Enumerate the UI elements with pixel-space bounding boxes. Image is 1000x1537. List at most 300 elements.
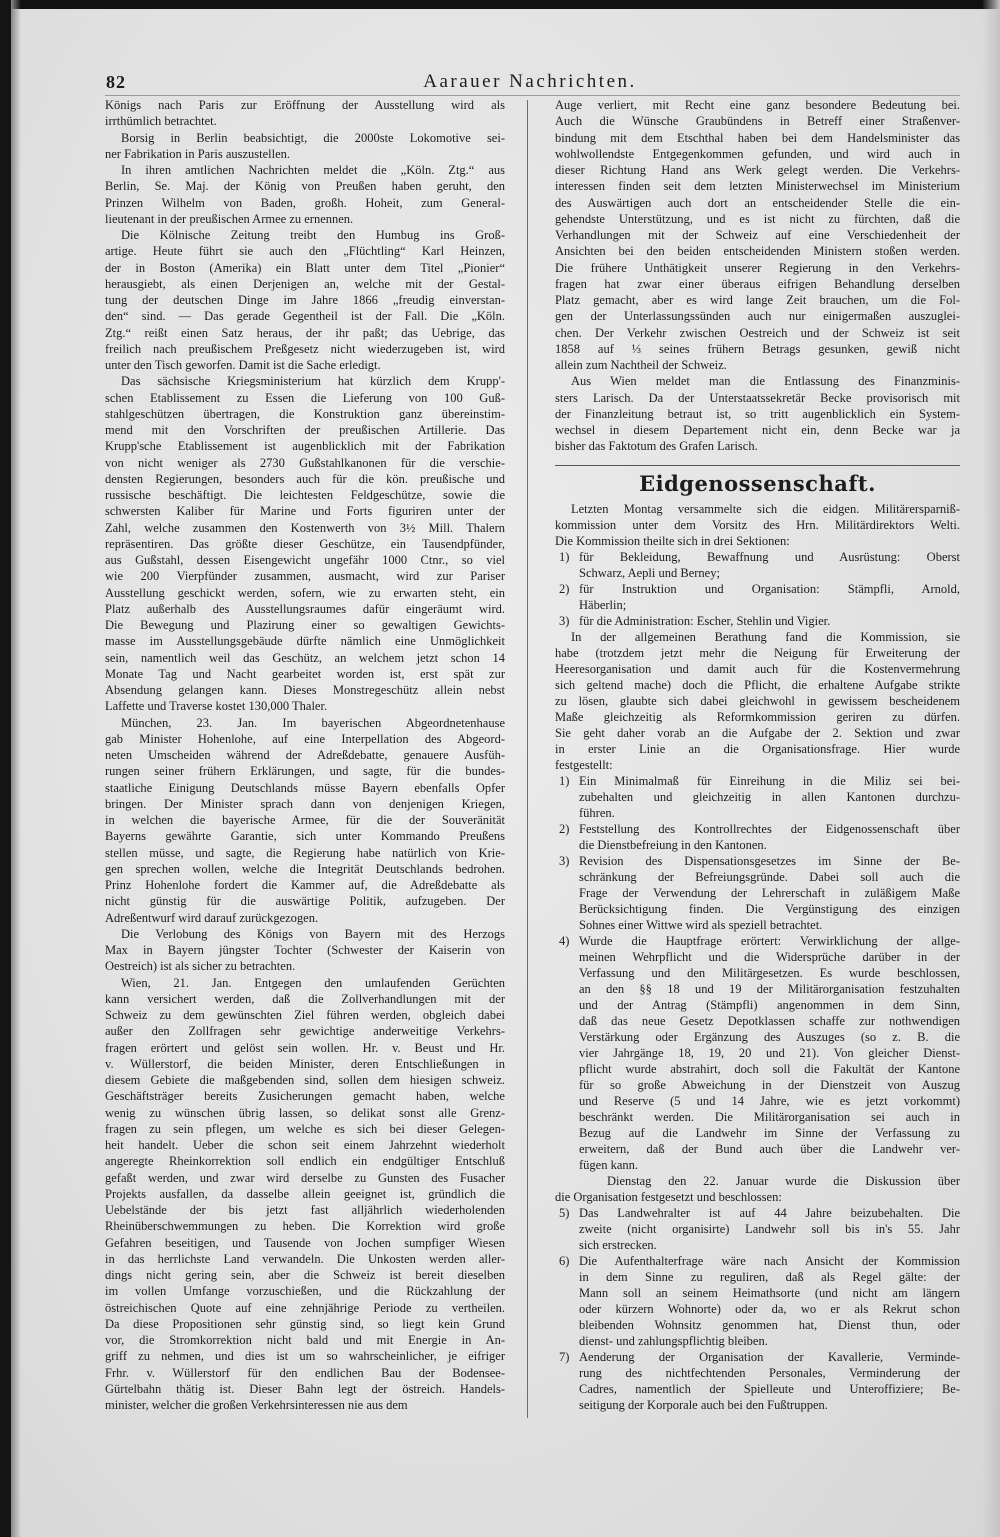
line-text: Die Bewegung und Plazirung einer so gewaltigen Gewichts- [105, 618, 505, 632]
line-text: heit handelt. Ueber die schon seit einem Jahrzehnt wiederholt [105, 1138, 505, 1152]
text-line [105, 1153, 505, 1169]
text-line [105, 1235, 505, 1251]
text-line [555, 406, 960, 422]
text-line [555, 949, 960, 965]
text-line [555, 146, 960, 162]
line-text: chen. Der Verkehr zwischen Oestreich und der Schweiz ist seit [555, 325, 960, 340]
text-line [105, 455, 505, 471]
line-text: nicht günstig für die auswärtige Politik, aufzugeben. Der [105, 894, 505, 909]
text-line [105, 162, 505, 178]
line-text: der in Boston (Amerika) ein Blatt unter dem Titel „Pionier“ [105, 260, 505, 275]
line-text: führen. [579, 806, 615, 820]
line-text: Dienstag den 22. Januar wurde die Diskussion über [607, 1174, 960, 1188]
line-text: Maße gleichzeitig als Reformkommission geriren zu dürfen. [555, 710, 960, 724]
text-line [555, 1141, 960, 1157]
text-line [555, 1157, 960, 1173]
line-text: In ihren amtlichen Nachrichten meldet die „Köln. Ztg.“ aus [121, 163, 505, 177]
text-line [555, 341, 960, 357]
line-text: seitigung der Korporale auch bei den Fußtruppen. [579, 1398, 828, 1412]
line-text: kommission unter dem Vorsitz des Hrn. Militärdirektors Welti. [555, 518, 960, 532]
list-number: 4) [559, 934, 570, 948]
paragraph [555, 629, 960, 773]
list-item [555, 853, 960, 933]
line-text: pflicht wurde abstrahirt, doch soll die Fakultät der Kantone [579, 1062, 960, 1076]
line-text: wenig zu wünschen übrig lassen, so delikat sonst alle Grenz- [105, 1105, 505, 1120]
line-text: Sohnes einer Wittwe wird als speziell betrachtet. [579, 918, 823, 932]
text-line [105, 292, 505, 308]
column-divider [527, 100, 528, 1418]
text-line [555, 162, 960, 178]
list-item [555, 1349, 960, 1413]
line-text: zweite (nicht organisirte) Landwehr soll bis in's 55. Jahr [579, 1222, 960, 1236]
line-text: diesem Gebiete die maßgebenden sind, sollen dem hiesigen schweiz. [105, 1073, 505, 1087]
line-text: festgestellt: [555, 758, 613, 772]
text-line [555, 1045, 960, 1061]
text-line [555, 725, 960, 741]
list-item [555, 1253, 960, 1349]
line-text: kann versichert werden, daß die Zollverhandlungen mit der [105, 991, 505, 1006]
right-column-top [555, 97, 960, 455]
text-line [555, 1301, 960, 1317]
text-line [105, 1300, 505, 1316]
line-text: Frage der Verwendung der Lehrerschaft in zuläßigem Maße [579, 886, 960, 900]
text-line [105, 325, 505, 341]
text-line [105, 357, 505, 373]
text-line [105, 1186, 505, 1202]
line-text: fügen kann. [579, 1158, 639, 1172]
text-line [105, 682, 505, 698]
line-text: minister, welcher die großen Verkehrsinteressen nie aus dem [105, 1398, 408, 1412]
paragraph [555, 373, 960, 454]
line-text: Bayerns gewährte Garantie, sich unter Kommando Preußens [105, 829, 505, 844]
text-line [555, 869, 960, 885]
text-line [555, 533, 960, 549]
line-text: schen Etablissement zu Essen die Lieferung von 100 Guß- [105, 390, 505, 405]
line-text: Berlin, Se. Maj. der König von Preußen haben geruht, den [105, 179, 505, 194]
line-text: repräsentiren. Das größte dieser Geschütze, ein Tausendpfünder, [105, 536, 505, 551]
text-line [105, 308, 505, 324]
line-text: beschränkt werden. Die Militärorganisation sei auch in [579, 1110, 960, 1124]
line-text: Das Landwehralter ist auf 44 Jahre beizubehalten. Die [579, 1206, 960, 1220]
paragraph [555, 501, 960, 549]
text-line [555, 1013, 960, 1029]
line-text: Gürtelbahn thätig ist. Dieser Bahn legt der östreich. Handels- [105, 1381, 505, 1396]
text-line [105, 422, 505, 438]
line-text: für die Administration: Escher, Stehlin und Vigier. [579, 614, 831, 628]
text-line [105, 471, 505, 487]
line-text: Laffette und Traverse kostet 130,000 Thaler. [105, 699, 328, 714]
text-line [105, 1251, 505, 1267]
list-number: 7) [559, 1350, 570, 1364]
line-text: mend mit den Vorschriften der preußischen Artillerie. Das [105, 423, 505, 437]
line-text: Aenderung der Organisation der Kavallerie, Verminde- [579, 1350, 960, 1364]
text-line [105, 1316, 505, 1332]
text-line [105, 698, 505, 714]
line-text: Ztg.“ reißt einen Satz heraus, der ihr paßt; das Uebrige, das [105, 325, 505, 340]
text-line [105, 211, 505, 227]
text-line [105, 552, 505, 568]
text-line [105, 926, 505, 942]
line-text: Häberlin; [579, 598, 627, 612]
text-line [105, 715, 505, 731]
paragraph [105, 715, 505, 926]
line-text: sich geltend mache) doch die Pflicht, die erhaltene Aufgabe strikte [555, 678, 960, 692]
line-text: wie 200 Vierpfünder zusammen, ausmacht, wird zur Pariser [105, 569, 505, 584]
text-line [555, 981, 960, 997]
text-line [555, 243, 960, 259]
paragraph [105, 130, 505, 163]
line-text: zu lösen, glaubte sich dabei gleichwohl in gewissem bescheidenem [555, 694, 960, 708]
text-line [555, 741, 960, 757]
line-text: den“ sind. — Das gerade Gegentheil ist der Fall. Die „Köln. [105, 309, 505, 324]
line-text: die Dienstbefreiung in den Kantonen. [579, 838, 767, 852]
line-text: rungen seiner frühern Erklärungen, und sagte, für die bundes- [105, 764, 505, 779]
text-line [555, 597, 960, 613]
header-rule [105, 95, 960, 96]
text-line [555, 517, 960, 533]
line-text: Ausstellung geschickt werden, sofern, wie zu erwarten steht, ein [105, 585, 505, 600]
text-line [555, 853, 960, 869]
list-item [555, 773, 960, 821]
line-text: wechsel in diesem Departement nicht ein, denn Becke war ja [555, 423, 960, 437]
line-text: Die Kommission theilte sich in drei Sektionen: [555, 534, 790, 548]
line-text: Königs nach Paris zur Eröffnung der Ausstellung wird als [105, 98, 505, 112]
text-line [105, 195, 505, 211]
list-number: 3) [559, 614, 570, 628]
list-number: 1) [559, 774, 570, 788]
line-text: des Auswärtigen auch dort an entscheidender Stelle die ein- [555, 195, 960, 210]
scan-border-left [0, 0, 11, 1537]
text-line [555, 1349, 960, 1365]
text-line [555, 965, 960, 981]
line-text: griff zu nehmen, und dies ist um so wahrscheinlicher, je eifriger [105, 1349, 505, 1364]
text-line [105, 861, 505, 877]
scan-border-top [0, 0, 1000, 9]
line-text: Sie geht daher vorab an die Aufgabe der 2. Sektion und zwar [555, 726, 960, 740]
paragraph [105, 227, 505, 373]
line-text: herausgiebt, als einen Derjenigen an, welche mit der Gestal- [105, 276, 505, 291]
line-text: stahlgeschützen übertragen, die Konstruktion ganz übereinstim- [105, 406, 505, 421]
line-text: wohlwollendste Entgegenkommen gefunden, und wird auch in [555, 146, 960, 161]
text-line [555, 1189, 960, 1205]
line-text: stellen müsse, und sagte, die Regierung habe natürlich von Krie- [105, 845, 505, 860]
text-line [555, 357, 960, 373]
line-text: Schweiz zu dem gewünschten Ziel führen werden, obgleich dabei [105, 1008, 505, 1022]
text-line [555, 438, 960, 454]
paragraph [105, 975, 505, 1414]
list-item [555, 549, 960, 581]
text-line [555, 373, 960, 389]
line-text: in erster Linie an die Organisationsfrage. Hier wurde [555, 742, 960, 756]
line-text: Die Verlobung des Königs von Bayern mit des Herzogs [121, 926, 505, 941]
line-text: in welchen die bayerische Armee, für die der Souveränität [105, 813, 505, 827]
text-line [105, 487, 505, 503]
text-line [555, 97, 960, 113]
text-line [105, 227, 505, 243]
paragraph [555, 1173, 960, 1205]
line-text: neten Umscheiden während der Adreßdebatte, genauere Ausfüh- [105, 748, 505, 762]
line-text: erweitern, daß der Bund auch über die Landwehr ver- [579, 1142, 960, 1156]
text-line [105, 503, 505, 519]
paragraph [105, 162, 505, 227]
line-text: allein zum Nachtheil der Schweiz. [555, 358, 727, 372]
text-line [105, 958, 505, 974]
line-text: Die frühere Unthätigkeit unserer Regierung in den Verkehrs- [555, 260, 960, 275]
text-line [105, 780, 505, 796]
line-text: und der Antrag (Stämpfli) angenommen in dem Sinn, [579, 998, 960, 1012]
line-text: zubehalten und gleichzeitig in allen Kantonen durchzu- [579, 790, 960, 804]
text-line [105, 650, 505, 666]
text-line [105, 1283, 505, 1299]
text-line [555, 645, 960, 661]
line-text: artige. Heute führt sie auch den „Flüchtling“ Karl Heinzen, [105, 244, 505, 259]
line-text: Die Aufenthalterfrage wäre nach Ansicht der Kommission [579, 1254, 960, 1268]
text-line [105, 1088, 505, 1104]
text-line [105, 178, 505, 194]
text-line [105, 1056, 505, 1072]
line-text: schränkung der Befreiungsgründe. Dabei soll auch die [579, 870, 960, 884]
line-text: Mann soll an seinem Heimathsorte (und nicht am längern [579, 1286, 960, 1300]
line-text: in dem Sinne zu reguliren, daß als Regel gälte: der [579, 1270, 960, 1284]
line-text: Gefahren beseitigen, und Tausende von Jochen sumpfiger Wiesen [105, 1235, 505, 1250]
line-text: Rheinüberschwemmungen zu heben. Die Korrektion wird große [105, 1219, 505, 1234]
text-line [555, 1285, 960, 1301]
text-line [555, 1269, 960, 1285]
text-line [105, 942, 505, 958]
text-line [555, 195, 960, 211]
line-text: Borsig in Berlin beabsichtigt, die 2000ste Lokomotive sei- [121, 130, 505, 145]
line-text: ner Fabrikation in Paris auszustellen. [105, 146, 291, 161]
text-line [105, 146, 505, 162]
text-line [555, 1237, 960, 1253]
line-text: unter den Tisch geworfen. Damit ist die Sache erledigt. [105, 358, 381, 372]
text-line [555, 1125, 960, 1141]
text-line [555, 885, 960, 901]
section-rule [555, 465, 960, 466]
section-heading: Eidgenossenschaft. [639, 471, 876, 496]
text-line [555, 1317, 960, 1333]
text-line [555, 613, 960, 629]
text-line [105, 1170, 505, 1186]
scan-shadow-left [11, 0, 21, 1537]
line-text: staatliche Einigung Deutschlands müsse Bayern ebenfalls Opfer [105, 780, 505, 795]
list-item [555, 821, 960, 853]
text-line [555, 709, 960, 725]
line-text: gen der Unterlassungssünden auch nur einigermaßen auszuglei- [555, 309, 960, 324]
line-text: Bezug auf die Landwehr im Sinne der Verfassung zu [579, 1126, 960, 1140]
line-text: dienst- und zahlungspflichtig bleiben. [579, 1334, 768, 1348]
line-text: die Organisation festgesetzt und beschlossen: [555, 1190, 782, 1204]
text-line [555, 773, 960, 789]
text-line [105, 893, 505, 909]
text-line [105, 1137, 505, 1153]
list-number: 3) [559, 854, 570, 868]
line-text: Verhandlungen mit der Schweiz auf eine Verschiedenheit der [555, 228, 960, 242]
text-line [105, 1105, 505, 1121]
text-line [555, 757, 960, 773]
line-text: Monate Tag und Nacht gearbeitet worden ist, erst spät zur [105, 666, 505, 681]
text-line [105, 1072, 505, 1088]
line-text: fragen erörtert und gelöst sein wollen. Hr. v. Beust und Hr. [105, 1040, 505, 1055]
line-text: Auch die Wünsche Graubündens in Betreff einer Straßenver- [555, 114, 960, 129]
line-text: für Instruktion und Organisation: Stämpfli, Arnold, [579, 582, 960, 596]
text-line [555, 260, 960, 276]
text-line [555, 276, 960, 292]
text-line [555, 1365, 960, 1381]
text-line [555, 422, 960, 438]
line-text: sein, namentlich weil das Geschütz, an welchem jetzt schon 14 [105, 650, 505, 665]
text-line [555, 805, 960, 821]
line-text: dieser Richtung Hand ans Werk gelegt werden. Die Verkehrs- [555, 163, 960, 177]
list-item [555, 1205, 960, 1253]
text-line [105, 796, 505, 812]
line-text: daß das neue Gesetz Depotklassen schaffe zur nothwendigen [579, 1014, 960, 1028]
text-line [105, 877, 505, 893]
line-text: in das herrlichste Land verwandeln. Die Unkosten werden aller- [105, 1251, 505, 1266]
line-text: Platz außerhalb des Ausstellungsraumes dafür eingeräumt wird. [105, 601, 505, 616]
line-text: dings nicht gering sein, aber die Schweiz ist bereit dieselben [105, 1268, 505, 1282]
paragraph [105, 373, 505, 714]
line-text: Berücksichtigung finden. Die Vergünstigung des einzigen [579, 902, 960, 916]
left-column [105, 97, 505, 1413]
line-text: tung der deutschen Dinge im Jahre 1866 „freudig einverstan- [105, 293, 505, 307]
line-text: Frhr. v. Wüllerstorf für den endlichen Bau der Bodensee- [105, 1365, 505, 1380]
text-line [555, 292, 960, 308]
list-item [555, 933, 960, 1173]
text-line [555, 565, 960, 581]
line-text: bisher das Faktotum des Grafen Larisch. [555, 439, 758, 454]
text-line [555, 325, 960, 341]
text-line [105, 390, 505, 406]
text-line [555, 693, 960, 709]
text-line [105, 763, 505, 779]
line-text: oder kürzern Wohnorte) oder da, wo er als Rekrut schon [579, 1302, 960, 1316]
text-line [105, 520, 505, 536]
text-line [105, 1381, 505, 1397]
list-number: 5) [559, 1206, 570, 1220]
text-line [555, 1253, 960, 1269]
text-line [105, 1397, 505, 1413]
text-line [555, 1221, 960, 1237]
text-line [555, 501, 960, 517]
text-line [105, 828, 505, 844]
line-text: lieutenant in der preußischen Armee zu ernennen. [105, 211, 354, 226]
line-text: masse im Ausstellungsgebäude dürfte nämlich eine Unmöglichkeit [105, 634, 505, 649]
line-text: München, 23. Jan. Im bayerischen Abgeordnetenhause [121, 715, 505, 730]
text-line [105, 666, 505, 682]
text-line [105, 633, 505, 649]
text-line [555, 1173, 960, 1189]
line-text: Geschäftsträger bereits Zusicherungen gemacht haben, welche [105, 1089, 505, 1104]
text-line [555, 390, 960, 406]
list-number: 2) [559, 582, 570, 596]
line-text: interessen finden seit dem letzten Ministerwechsel im Ministerium [555, 179, 960, 194]
text-line [555, 901, 960, 917]
line-text: gab Minister Hohenlohe, auf eine Interpellation des Abgeord- [105, 731, 505, 746]
text-line [105, 812, 505, 828]
text-line [555, 1077, 960, 1093]
line-text: Wien, 21. Jan. Entgegen den umlaufenden Gerüchten [121, 975, 505, 990]
line-text: gefaßt werden, und zwar wird derselbe zu Gunsten des Fusacher [105, 1170, 505, 1185]
list-number: 6) [559, 1254, 570, 1268]
line-text: vor, die Stromkorrektion nicht bald und mit Energie in An- [105, 1333, 505, 1347]
line-text: Oestreich) ist als sicher zu betrachten. [105, 959, 296, 974]
text-line [105, 910, 505, 926]
list-item [555, 581, 960, 613]
text-line [105, 975, 505, 991]
text-line [105, 341, 505, 357]
text-line [555, 1381, 960, 1397]
line-text: fragen hat zwar einer überaus eifrigen Behandlung derselben [555, 276, 960, 291]
line-text: für Bekleidung, Bewaffnung und Ausrüstung: Oberst [579, 550, 960, 564]
line-text: angeregte Rheinkorrektion soll endlich ein endgültiger Entschluß [105, 1154, 505, 1169]
line-text: Cadres, namentlich der Spielleute und Unteroffiziere; Be- [579, 1382, 960, 1396]
text-line [555, 1205, 960, 1221]
list-item [555, 613, 960, 629]
text-line [105, 568, 505, 584]
line-text: gehendste Unterstützung, und es ist nicht zu fürchten, daß die [555, 211, 960, 226]
line-text: sters Larisch. Da der Unterstaatssekretär Becke provisorisch mit [555, 390, 960, 405]
line-text: Feststellung des Kontrollrechtes der Eidgenossenschaft über [579, 822, 960, 836]
text-line [105, 845, 505, 861]
text-line [105, 731, 505, 747]
line-text: aus Gußstahl, dessen Eisengewicht ungefähr 1000 Ctnr., so viel [105, 553, 505, 567]
line-text: bringen. Der Minister sprach dann von denjenigen Kriegen, [105, 796, 505, 811]
text-line [105, 1023, 505, 1039]
text-line [105, 1202, 505, 1218]
line-text: Da diese Propositionen sehr günstig sind, so liegt kein Grund [105, 1316, 505, 1331]
line-text: habe (trotzdem jetzt mehr die Neigung für Erweiterung der [555, 646, 960, 660]
line-text: von nicht weniger als 2730 Gußstahlkanonen für die verschie- [105, 455, 505, 470]
text-line [105, 1267, 505, 1283]
text-line [555, 227, 960, 243]
text-line [105, 113, 505, 129]
line-text: außer den Zollfragen sehr gewichtige anderweitige Verkehrs- [105, 1024, 505, 1039]
line-text: der Finanzleitung betraut ist, so tritt augenblicklich ein System- [555, 406, 960, 421]
line-text: Max in Bayern jüngster Tochter (Schwester der Kaiserin von [105, 943, 505, 957]
line-text: rung des nichtfechtenden Personales, Verminderung der [579, 1366, 960, 1380]
text-line [555, 677, 960, 693]
text-line [105, 991, 505, 1007]
line-text: fragen zu sein pflegen, um welche es sich bei dieser Gelegen- [105, 1121, 505, 1136]
text-line [555, 211, 960, 227]
text-line [555, 549, 960, 565]
text-line [555, 1061, 960, 1077]
masthead: Aarauer Nachrichten. [423, 71, 637, 92]
text-line [555, 1093, 960, 1109]
line-text: Verstärkung oder Ergänzung des Auszuges (so z. B. die [579, 1030, 960, 1044]
text-line [555, 1109, 960, 1125]
line-text: Auge verliert, mit Recht eine ganz besondere Bedeutung bei. [555, 98, 960, 112]
scan-shadow-right [982, 0, 1000, 1537]
line-text: Ein Minimalmaß für Einreihung in die Miliz sei bei- [579, 774, 960, 788]
line-text: für so große Abweichung in der Dienstzeit von Auszug [579, 1078, 960, 1092]
text-line [105, 1348, 505, 1364]
line-text: schwersten Kaliber für Marine und Forts figuriren unter der [105, 504, 505, 519]
line-text: bleibenden Wohnsitz genommen hat, Dienst thun, oder [579, 1318, 960, 1332]
text-line [555, 178, 960, 194]
text-line [555, 661, 960, 677]
text-line [105, 1365, 505, 1381]
line-text: russische beschäftigt. Die leichtesten Feldgeschütze, sowie die [105, 488, 505, 502]
right-column-bottom [555, 501, 960, 1413]
text-line [555, 789, 960, 805]
list-number: 2) [559, 822, 570, 836]
line-text: densten Regierungen, besonders auch für die kön. preußische und [105, 471, 505, 486]
line-text: Verfassung und den Militärgesetzen. Es wurde beschlossen, [579, 966, 960, 980]
line-text: an den §§ 18 und 19 der Militärorganisation festzuhalten [579, 982, 960, 996]
text-line [105, 130, 505, 146]
